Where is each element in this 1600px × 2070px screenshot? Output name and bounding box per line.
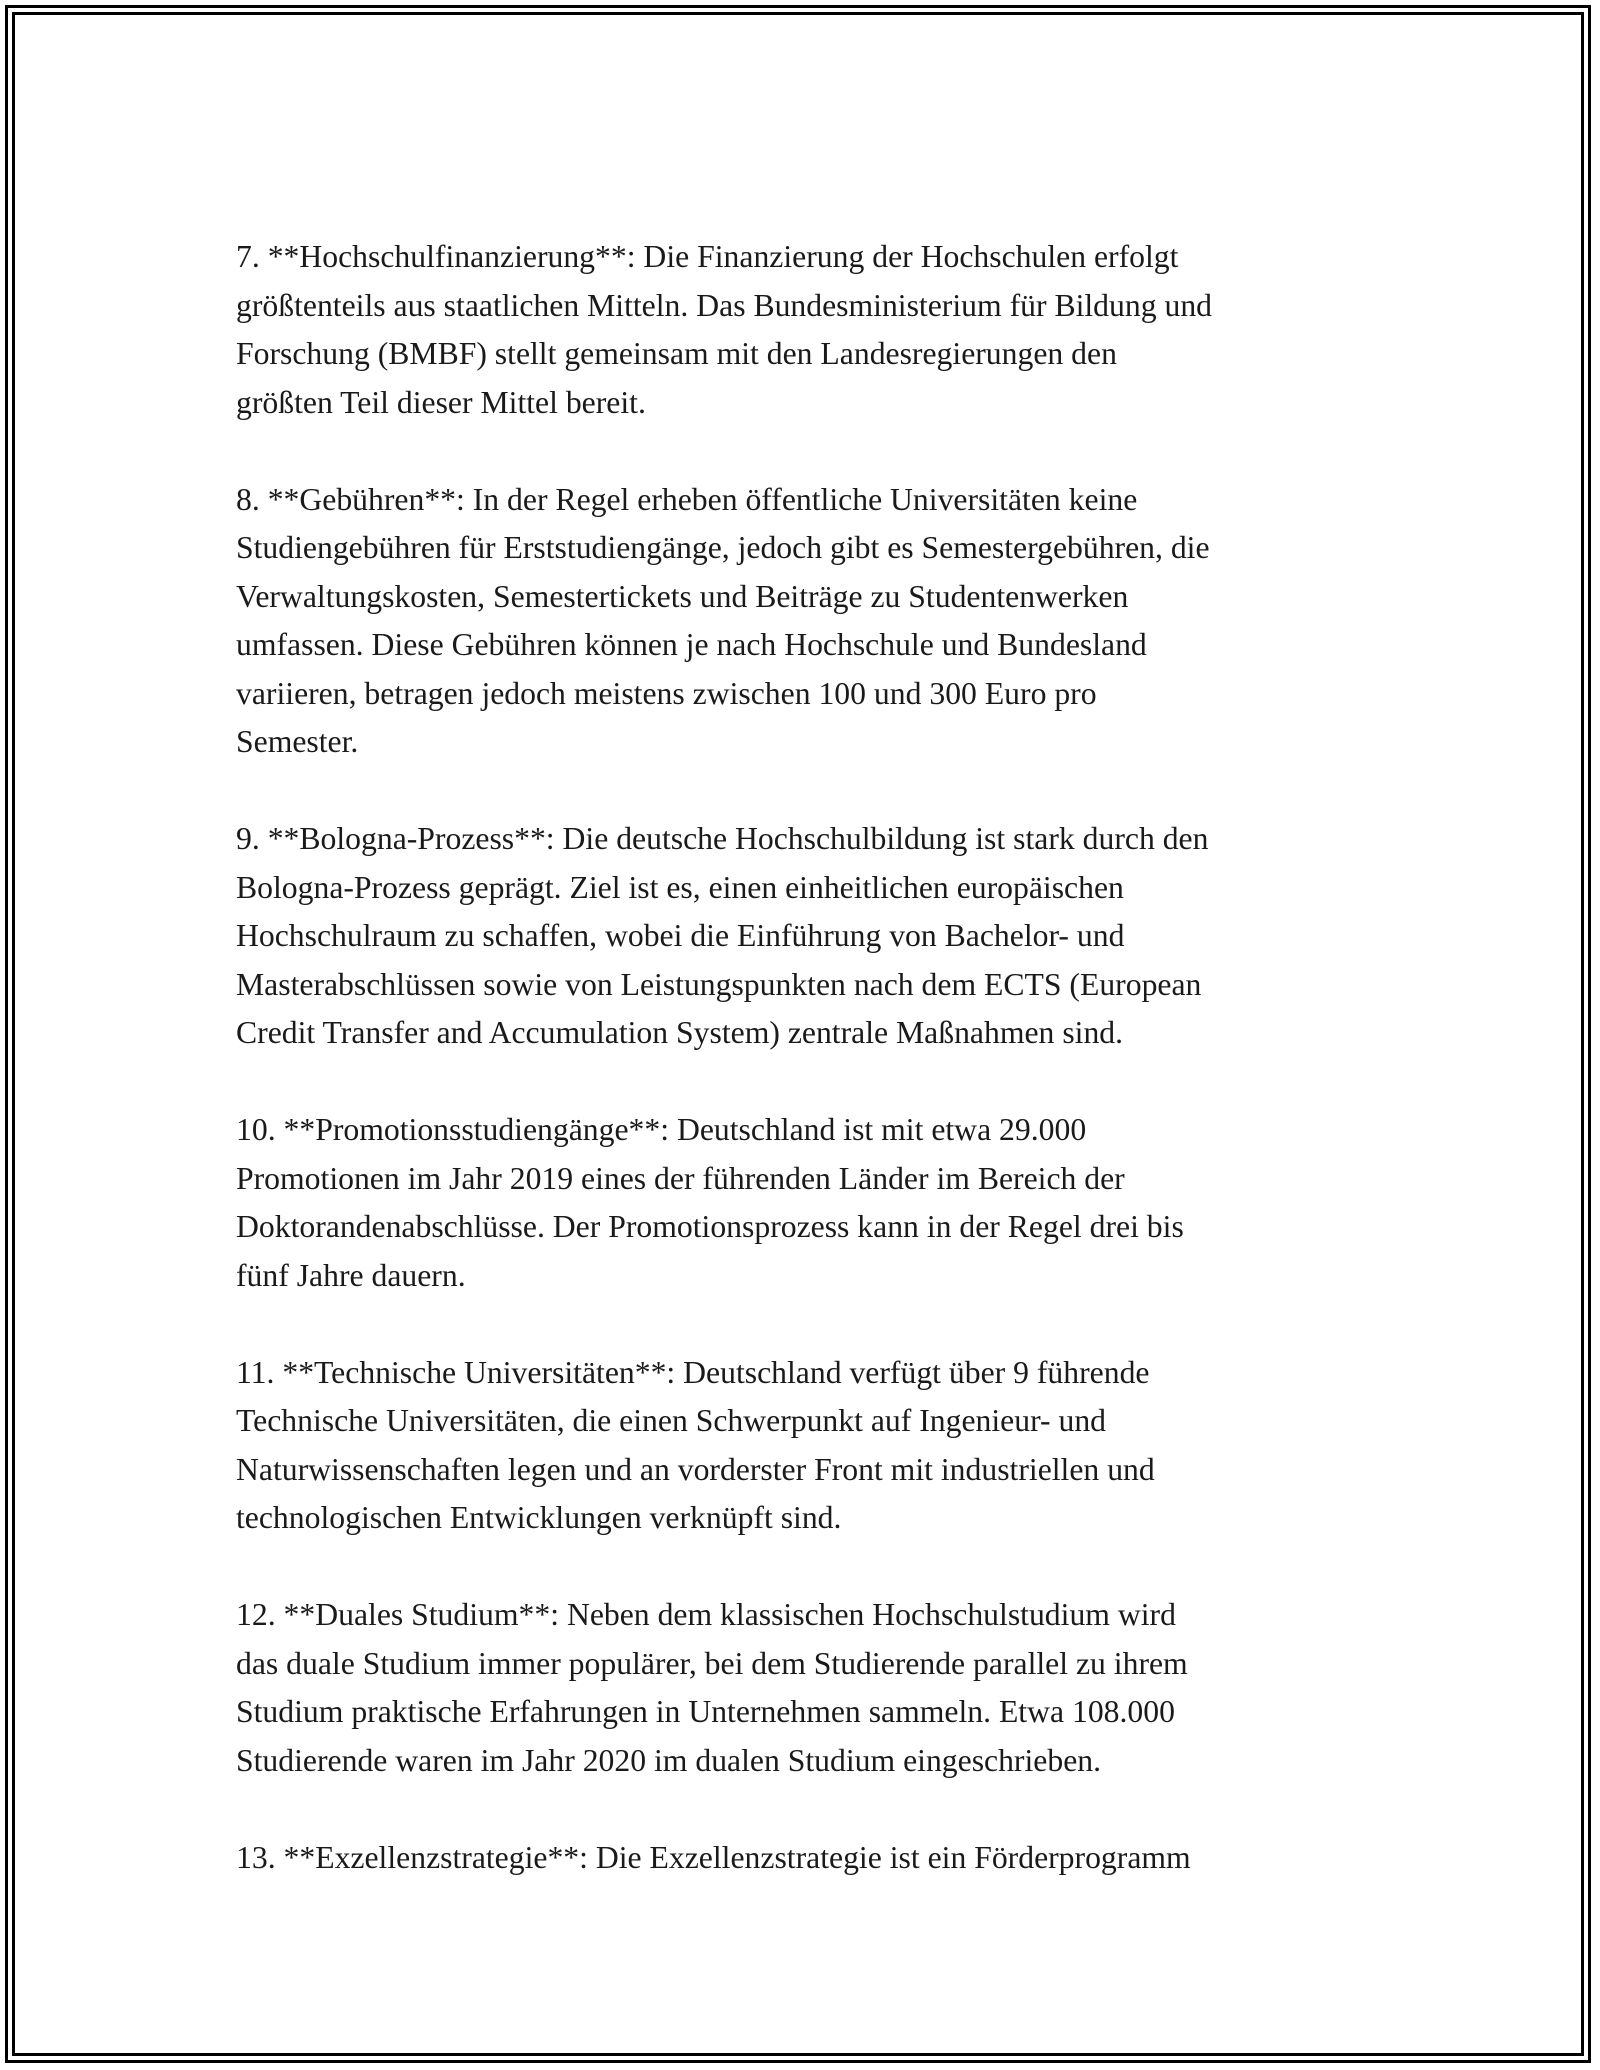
text-line: 12. **Duales Studium**: Neben dem klassischen Hochschulstudium wird	[236, 1597, 1176, 1632]
paragraph-bologna-prozess	[236, 815, 1376, 1058]
text-line: Verwaltungskosten, Semestertickets und Beiträge zu Studentenwerken	[236, 578, 1129, 614]
text-line: Doktorandenabschlüsse. Der Promotionsprozess kann in der Regel drei bis	[236, 1209, 1184, 1244]
text-line: Semester.	[236, 724, 359, 759]
text-line: Technische Universitäten, die einen Schwerpunkt auf Ingenieur- und	[236, 1403, 1107, 1438]
text-line: 10. **Promotionsstudiengänge**: Deutschland ist mit etwa 29.000	[236, 1112, 1087, 1147]
paragraph-gebuehren	[236, 476, 1376, 767]
text-line: Naturwissenschaften legen und an vorderster Front mit industriellen und	[236, 1451, 1155, 1487]
paragraph-exzellenzstrategie	[236, 1834, 1376, 1883]
text-line: Studium praktische Erfahrungen in Unternehmen sammeln. Etwa 108.000	[236, 1694, 1175, 1729]
text-line: umfassen. Diese Gebühren können je nach Hochschule und Bundesland	[236, 627, 1147, 662]
text-line: Studierende waren im Jahr 2020 im dualen Studium eingeschrieben.	[236, 1742, 1102, 1778]
text-line: 9. **Bologna-Prozess**: Die deutsche Hochschulbildung ist stark durch den	[236, 821, 1209, 856]
text-line: Bologna-Prozess geprägt. Ziel ist es, einen einheitlichen europäischen	[236, 869, 1124, 905]
text-line: Promotionen im Jahr 2019 eines der führenden Länder im Bereich der	[236, 1160, 1125, 1196]
text-line: 11. **Technische Universitäten**: Deutschland verfügt über 9 führende	[236, 1354, 1150, 1390]
text-line: 13. **Exzellenzstrategie**: Die Exzellenzstrategie ist ein Förderprogramm	[236, 1839, 1191, 1875]
text-line: Studiengebühren für Erststudiengänge, jedoch gibt es Semestergebühren, die	[236, 530, 1210, 565]
paragraph-hochschulfinanzierung	[236, 233, 1376, 427]
text-line: das duale Studium immer populärer, bei dem Studierende parallel zu ihrem	[236, 1645, 1188, 1681]
paragraph-promotionsstudiengaenge	[236, 1106, 1376, 1300]
text-line: 8. **Gebühren**: In der Regel erheben öffentliche Universitäten keine	[236, 481, 1138, 517]
text-line: größtenteils aus staatlichen Mitteln. Das Bundesministerium für Bildung und	[236, 287, 1213, 323]
text-line: fünf Jahre dauern.	[236, 1257, 466, 1293]
text-line: Hochschulraum zu schaffen, wobei die Einführung von Bachelor- und	[236, 918, 1125, 953]
paragraph-technische-universitaeten	[236, 1349, 1376, 1543]
text-line: variieren, betragen jedoch meistens zwischen 100 und 300 Euro pro	[236, 675, 1097, 711]
text-line: größten Teil dieser Mittel bereit.	[236, 384, 646, 420]
paragraph-duales-studium	[236, 1591, 1376, 1785]
text-line: Masterabschlüssen sowie von Leistungspunkten nach dem ECTS (European	[236, 966, 1202, 1002]
text-line: 7. **Hochschulfinanzierung**: Die Finanzierung der Hochschulen erfolgt	[236, 239, 1179, 274]
text-line: Forschung (BMBF) stellt gemeinsam mit den Landesregierungen den	[236, 336, 1117, 371]
document-body	[236, 233, 1376, 1931]
text-line: Credit Transfer and Accumulation System) zentrale Maßnahmen sind.	[236, 1015, 1124, 1050]
text-line: technologischen Entwicklungen verknüpft sind.	[236, 1500, 842, 1535]
